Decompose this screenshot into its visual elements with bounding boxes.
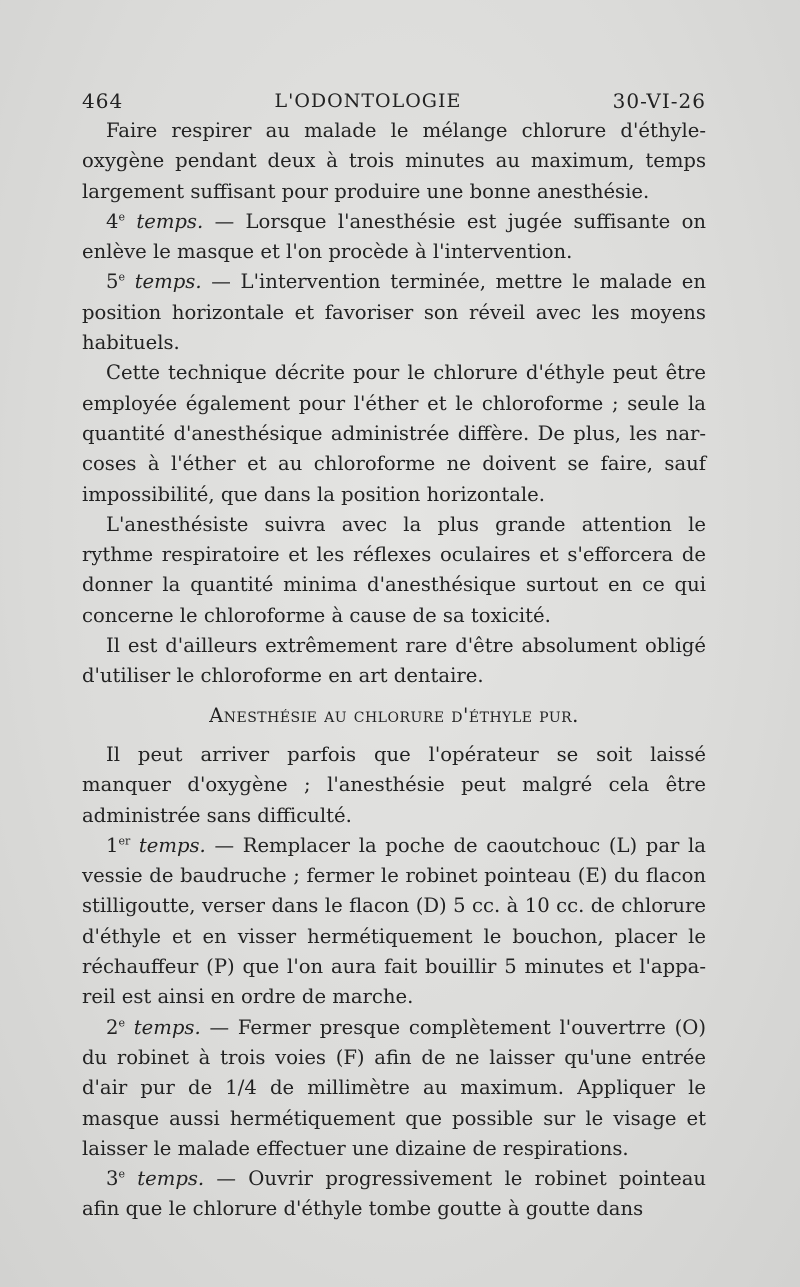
paragraph <box>82 831 706 1013</box>
running-head <box>82 86 706 116</box>
step-number: 2 <box>106 1015 119 1039</box>
page-number: 464 <box>82 89 124 113</box>
paragraph <box>82 1013 706 1164</box>
paragraph-text: Il peut arriver parfois que l'opérateur se soit laissé manquer d'oxygène ; l'anesthésie peut malgré cela être administrée sans difficulté. <box>82 742 706 827</box>
paragraph <box>82 510 706 631</box>
paragraph <box>82 267 706 358</box>
step-label: temps. <box>137 1167 205 1191</box>
paragraph-text: Cette technique décrite pour le chlorure d'éthyle peut être employée également pour l'éther et le chloroforme ; seule la quantité d'anesthésique administrée diffère. De plus, les nar-coses à l'éther et au chloroforme ne doivent se faire, sauf impossibilité, que dans la position horizontale. <box>82 361 706 506</box>
paragraph <box>82 1164 706 1225</box>
paragraph-text: — Remplacer la poche de caoutchouc (L) par la vessie de baudruche ; fermer le robinet pointeau (E) du flacon stilligoutte, verser dans le flacon (D) 5 cc. à 10 cc. de chlorure d'éthyle et en visser hermétiquement le bouchon, placer le réchauffeur (P) que l'on aura fait bouillir 5 minutes et l'appa-reil est ainsi en ordre de marche. <box>82 833 706 1009</box>
paragraph-text: — Fermer presque complètement l'ouvertrre (O) du robinet à trois voies (F) afin de ne laisser qu'une entrée d'air pur de 1/4 de millimètre au maximum. Appliquer le masque aussi hermétiquement que possible sur le visage et laisser le malade effectuer une dizaine de respirations. <box>82 1015 706 1160</box>
step-number: 4 <box>106 209 119 233</box>
section-heading: Anesthésie au chlorure d'éthyle pur. <box>209 703 579 727</box>
paragraph <box>82 740 706 831</box>
step-number: 5 <box>106 270 119 294</box>
paragraph-text: — Lorsque l'anesthésie est jugée suffisante on enlève le masque et l'on procède à l'intervention. <box>82 209 706 264</box>
ordinal-suffix: e <box>118 270 125 284</box>
step-label: temps. <box>134 270 202 294</box>
step-number: 1 <box>106 833 119 857</box>
paragraph <box>82 631 706 692</box>
paragraph <box>82 358 706 509</box>
step-label: temps. <box>136 209 204 233</box>
body-text <box>82 116 706 1225</box>
ordinal-suffix: er <box>118 834 131 848</box>
paragraph-text: Il est d'ailleurs extrêmement rare d'être absolument obligé d'utiliser le chloroforme en art dentaire. <box>82 634 706 688</box>
paragraph <box>82 116 706 207</box>
paragraph-text: Faire respirer au malade le mélange chlorure d'éthyle-oxygène pendant deux à trois minutes au maximum, temps largement suffisant pour produire une bonne anesthésie. <box>82 119 706 203</box>
journal-title: L'ODONTOLOGIE <box>274 90 462 112</box>
paragraph-text: L'anesthésiste suivra avec la plus grande attention le rythme respiratoire et les réflexes oculaires et s'efforcera de donner la quantité minima d'anesthésique surtout en ce qui concerne le chloroforme à cause de sa toxicité. <box>82 512 706 627</box>
paragraph-text: — L'intervention terminée, mettre le malade en position horizontale et favoriser son réveil avec les moyens habituels. <box>82 270 706 355</box>
step-label: temps. <box>133 1015 201 1039</box>
ordinal-suffix: e <box>118 1167 125 1181</box>
issue-date: 30-VI-26 <box>612 89 706 113</box>
step-number: 3 <box>106 1167 119 1191</box>
step-label: temps. <box>138 833 206 857</box>
paragraph <box>82 207 706 268</box>
paragraph-text: — Ouvrir progressivement le robinet pointeau afin que le chlorure d'éthyle tombe goutte à goutte dans <box>82 1167 706 1221</box>
ordinal-suffix: e <box>118 1016 125 1030</box>
ordinal-suffix: e <box>118 210 125 224</box>
